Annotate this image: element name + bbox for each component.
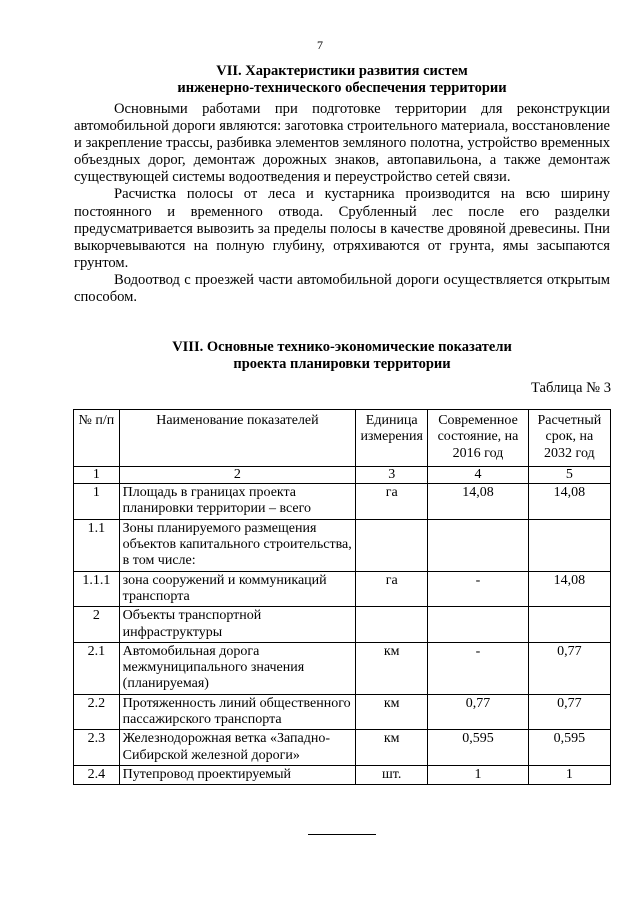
row-unit: га xyxy=(356,484,428,520)
row-unit: км xyxy=(356,642,428,694)
column-number: 1 xyxy=(74,466,120,483)
column-number-row xyxy=(74,466,611,483)
section-8-title-line-1: VIII. Основные технико-экономические показатели xyxy=(172,339,512,355)
row-name: Путепровод проектируемый xyxy=(119,765,356,784)
row-unit: км xyxy=(356,694,428,730)
paragraph: Водоотвод с проезжей части автомобильной дороги осуществляется открытым способом. xyxy=(74,271,610,306)
column-number: 2 xyxy=(119,466,356,483)
table-row xyxy=(74,642,611,694)
table-row xyxy=(74,484,611,520)
row-name: Объекты транспортной инфраструктуры xyxy=(119,607,356,643)
paragraph: Расчистка полосы от леса и кустарника производится на всю ширину постоянного и временного отвода. Срубленный лес после его разделки предусматривается вывозить за пределы полосы в качестве дровяной древесины. Пни выкорчевываются на полную глубину, отряхиваются от грунта, ямы засыпаются грунтом. xyxy=(74,186,610,271)
row-planned: 14,08 xyxy=(528,571,610,607)
row-current: 14,08 xyxy=(428,484,528,520)
section-7-body xyxy=(74,101,610,306)
row-planned xyxy=(528,519,610,571)
section-7-heading xyxy=(74,63,610,97)
table-row xyxy=(74,694,611,730)
row-name: Площадь в границах проекта планировки территории – всего xyxy=(119,484,356,520)
row-planned: 0,595 xyxy=(528,730,610,766)
row-planned: 1 xyxy=(528,765,610,784)
row-num: 2.1 xyxy=(74,642,120,694)
page-number: 7 xyxy=(317,38,323,52)
row-planned xyxy=(528,607,610,643)
row-unit: шт. xyxy=(356,765,428,784)
row-planned: 0,77 xyxy=(528,694,610,730)
row-planned: 0,77 xyxy=(528,642,610,694)
row-num: 1.1 xyxy=(74,519,120,571)
header-name: Наименование показателей xyxy=(119,410,356,467)
row-unit: км xyxy=(356,730,428,766)
row-name: Автомобильная дорога межмуниципального значения (планируемая) xyxy=(119,642,356,694)
indicators-table xyxy=(73,409,611,785)
row-current xyxy=(428,519,528,571)
row-unit: га xyxy=(356,571,428,607)
table-caption: Таблица № 3 xyxy=(531,380,611,396)
row-num: 2.2 xyxy=(74,694,120,730)
footer-divider xyxy=(308,834,376,835)
header-unit: Единица измерения xyxy=(356,410,428,467)
row-name: Протяженность линий общественного пассажирского транспорта xyxy=(119,694,356,730)
table-row xyxy=(74,519,611,571)
row-current: - xyxy=(428,571,528,607)
table-row xyxy=(74,607,611,643)
column-number: 4 xyxy=(428,466,528,483)
row-current xyxy=(428,607,528,643)
row-num: 2.3 xyxy=(74,730,120,766)
header-current: Современное состояние, на 2016 год xyxy=(428,410,528,467)
table-row xyxy=(74,571,611,607)
header-num: № п/п xyxy=(74,410,120,467)
row-unit xyxy=(356,519,428,571)
section-8-title-line-2: проекта планировки территории xyxy=(233,356,451,372)
table-header-row xyxy=(74,410,611,467)
section-8-heading xyxy=(74,339,610,373)
row-current: - xyxy=(428,642,528,694)
row-planned: 14,08 xyxy=(528,484,610,520)
column-number: 5 xyxy=(528,466,610,483)
column-number: 3 xyxy=(356,466,428,483)
row-num: 1.1.1 xyxy=(74,571,120,607)
section-7-title-line-1: VII. Характеристики развития систем xyxy=(216,63,468,79)
row-current: 0,595 xyxy=(428,730,528,766)
section-7-title-line-2: инженерно-технического обеспечения территории xyxy=(177,80,507,96)
row-name: Зоны планируемого размещения объектов капитального строительства, в том числе: xyxy=(119,519,356,571)
row-current: 0,77 xyxy=(428,694,528,730)
row-num: 1 xyxy=(74,484,120,520)
row-name: Железнодорожная ветка «Западно-Сибирской железной дороги» xyxy=(119,730,356,766)
row-num: 2.4 xyxy=(74,765,120,784)
table-row xyxy=(74,765,611,784)
row-unit xyxy=(356,607,428,643)
row-num: 2 xyxy=(74,607,120,643)
row-name: зона сооружений и коммуникаций транспорта xyxy=(119,571,356,607)
row-current: 1 xyxy=(428,765,528,784)
table-row xyxy=(74,730,611,766)
header-planned: Расчетный срок, на 2032 год xyxy=(528,410,610,467)
paragraph: Основными работами при подготовке территории для реконструкции автомобильной дороги являются: заготовка строительного материала, восстановление и закрепление трассы, разбивка элементов земляного полотна, устройство временных объездных дорог, демонтаж дорожных знаков, автопавильона, а также демонтаж существующей системы водоотведения и переустройство сетей связи. xyxy=(74,101,611,186)
